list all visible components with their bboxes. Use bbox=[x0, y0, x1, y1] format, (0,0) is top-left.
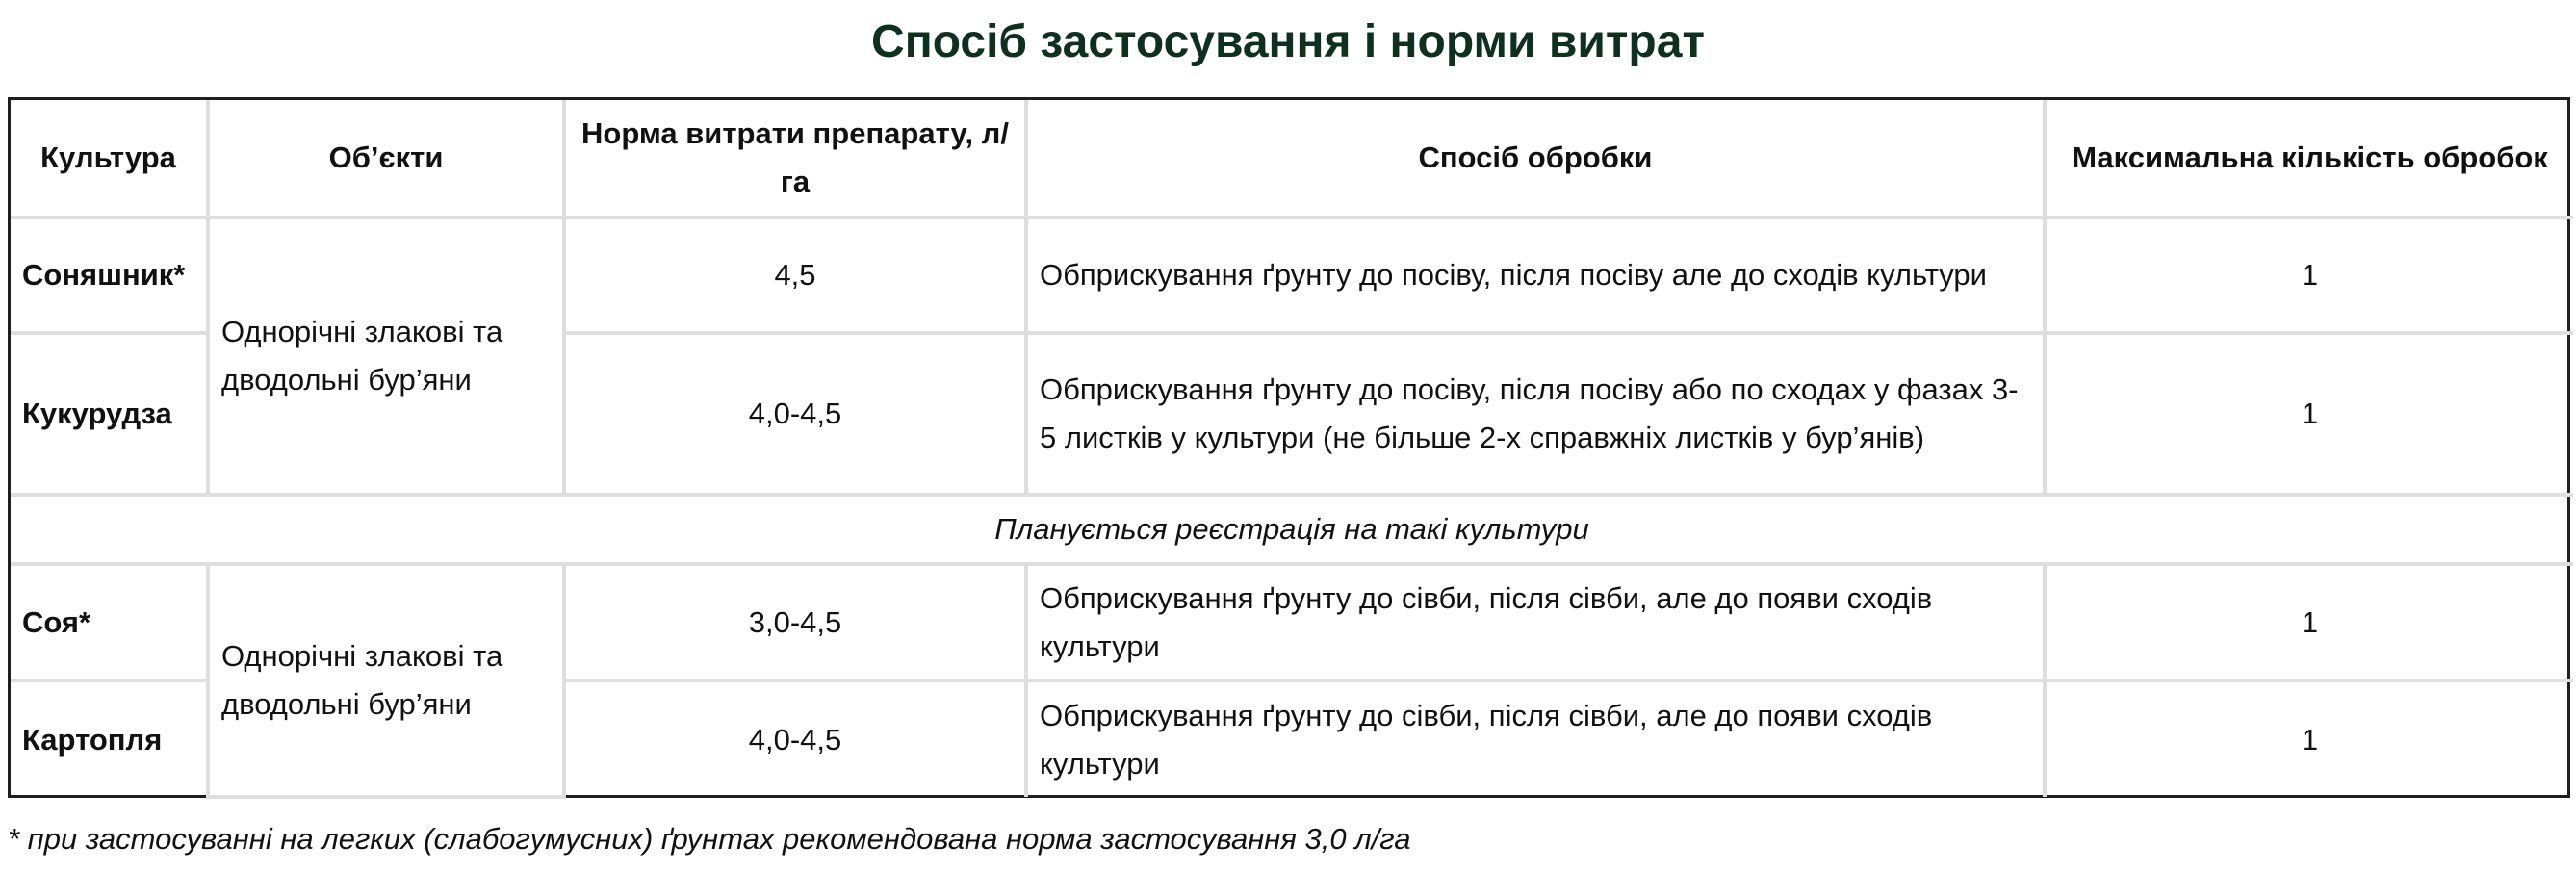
header-max-treatments: Максимальна кількість обробок bbox=[2045, 100, 2573, 218]
header-method: Спосіб обробки bbox=[1026, 100, 2045, 218]
header-objects: Об’єкти bbox=[208, 100, 564, 218]
application-table-container bbox=[8, 97, 2570, 798]
max-treatments-cell: 1 bbox=[2045, 218, 2573, 333]
table-row bbox=[11, 564, 2573, 680]
section-note-row bbox=[11, 495, 2573, 564]
max-treatments-cell: 1 bbox=[2045, 680, 2573, 797]
header-crop: Культура bbox=[11, 100, 208, 218]
crop-cell: Кукурудза bbox=[11, 333, 208, 495]
rate-cell: 3,0-4,5 bbox=[564, 564, 1026, 680]
table-header-row bbox=[11, 100, 2573, 218]
max-treatments-cell: 1 bbox=[2045, 333, 2573, 495]
header-rate: Норма витрати препарату, л/га bbox=[564, 100, 1026, 218]
footnote: * при застосуванні на легких (слабогумусних) ґрунтах рекомендована норма застосування 3,0 л/га bbox=[8, 822, 1411, 856]
rate-cell: 4,0-4,5 bbox=[564, 680, 1026, 797]
page-title: Спосіб застосування і норми витрат bbox=[871, 16, 1705, 67]
method-cell: Обприскування ґрунту до сівби, після сівби, але до появи сходів культури bbox=[1026, 564, 2045, 680]
application-rates-table bbox=[11, 100, 2573, 799]
rate-cell: 4,0-4,5 bbox=[564, 333, 1026, 495]
crop-cell: Соняшник* bbox=[11, 218, 208, 333]
method-cell: Обприскування ґрунту до посіву, після посіву але до сходів культури bbox=[1026, 218, 2045, 333]
table-row bbox=[11, 218, 2573, 333]
max-treatments-cell: 1 bbox=[2045, 564, 2573, 680]
method-cell: Обприскування ґрунту до сівби, після сівби, але до появи сходів культури bbox=[1026, 680, 2045, 797]
objects-cell: Однорічні злакові та дводольні бур’яни bbox=[208, 218, 564, 495]
rate-cell: 4,5 bbox=[564, 218, 1026, 333]
method-cell: Обприскування ґрунту до посіву, після посіву або по сходах у фазах 3-5 листків у культури (не більше 2-х справжніх листків у бур’янів) bbox=[1026, 333, 2045, 495]
crop-cell: Соя* bbox=[11, 564, 208, 680]
objects-cell: Однорічні злакові та дводольні бур’яни bbox=[208, 564, 564, 797]
registration-note: Планується реєстрація на такі культури bbox=[11, 495, 2573, 564]
crop-cell: Картопля bbox=[11, 680, 208, 797]
